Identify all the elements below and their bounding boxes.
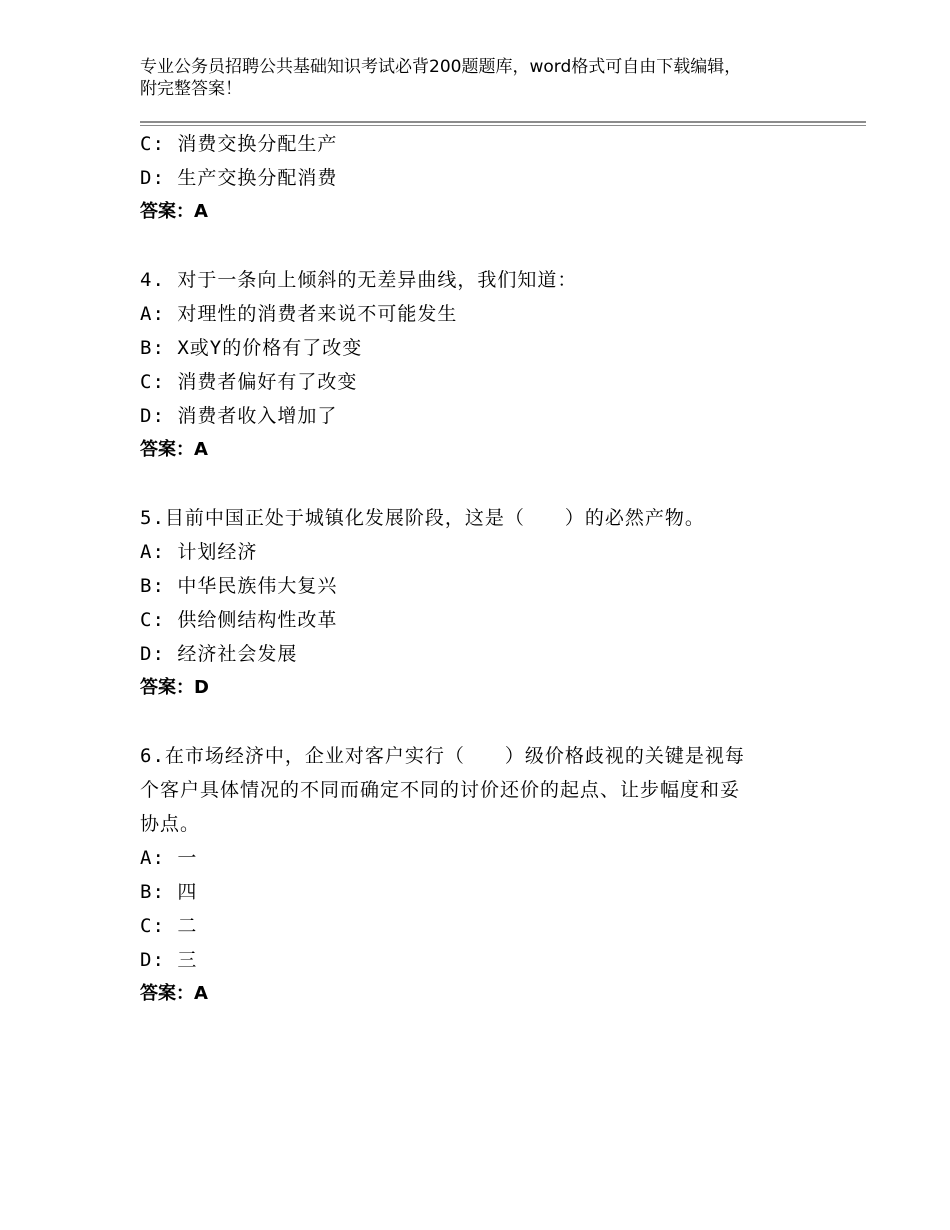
answer-label: 答案：A — [140, 983, 208, 1004]
option-d: D: 三 — [140, 949, 198, 971]
option-a: A: 计划经济 — [140, 541, 258, 563]
question-stem-line: 协点。 — [140, 813, 201, 835]
answer-label: 答案：A — [140, 201, 208, 222]
header-rule-thick — [140, 121, 866, 123]
option-b: B: 四 — [140, 881, 198, 903]
option-c: C: 消费交换分配生产 — [140, 133, 338, 155]
question-block-3 — [140, 127, 820, 229]
option-c: C: 供给侧结构性改革 — [140, 609, 338, 631]
question-block-5 — [140, 501, 820, 705]
answer-label: 答案：A — [140, 439, 208, 460]
question-stem-line: 个客户具体情况的不同而确定不同的讨价还价的起点、让步幅度和妥 — [140, 779, 741, 801]
option-a: A: 对理性的消费者来说不可能发生 — [140, 303, 458, 325]
document-header — [140, 56, 840, 100]
option-d: D: 消费者收入增加了 — [140, 405, 338, 427]
question-list — [140, 127, 820, 1011]
question-stem: 5.目前中国正处于城镇化发展阶段，这是（ ）的必然产物。 — [140, 507, 705, 529]
spacer — [140, 467, 820, 501]
question-block-6 — [140, 739, 820, 1011]
spacer — [140, 229, 820, 263]
option-b: B: X或Y的价格有了改变 — [140, 337, 363, 359]
header-rule-thin — [140, 125, 866, 126]
header-line-1: 专业公务员招聘公共基础知识考试必背200题题库，word格式可自由下载编辑， — [140, 57, 742, 77]
option-d: D: 生产交换分配消费 — [140, 167, 338, 189]
option-c: C: 二 — [140, 915, 198, 937]
option-d: D: 经济社会发展 — [140, 643, 298, 665]
answer-label: 答案：D — [140, 677, 209, 698]
option-a: A: 一 — [140, 847, 198, 869]
spacer — [140, 705, 820, 739]
option-c: C: 消费者偏好有了改变 — [140, 371, 358, 393]
question-stem: 4. 对于一条向上倾斜的无差异曲线，我们知道： — [140, 269, 578, 291]
option-b: B: 中华民族伟大复兴 — [140, 575, 338, 597]
question-block-4 — [140, 263, 820, 467]
question-stem-line: 6.在市场经济中，企业对客户实行（ ）级价格歧视的关键是视每 — [140, 745, 745, 767]
header-line-2: 附完整答案！ — [140, 79, 242, 99]
